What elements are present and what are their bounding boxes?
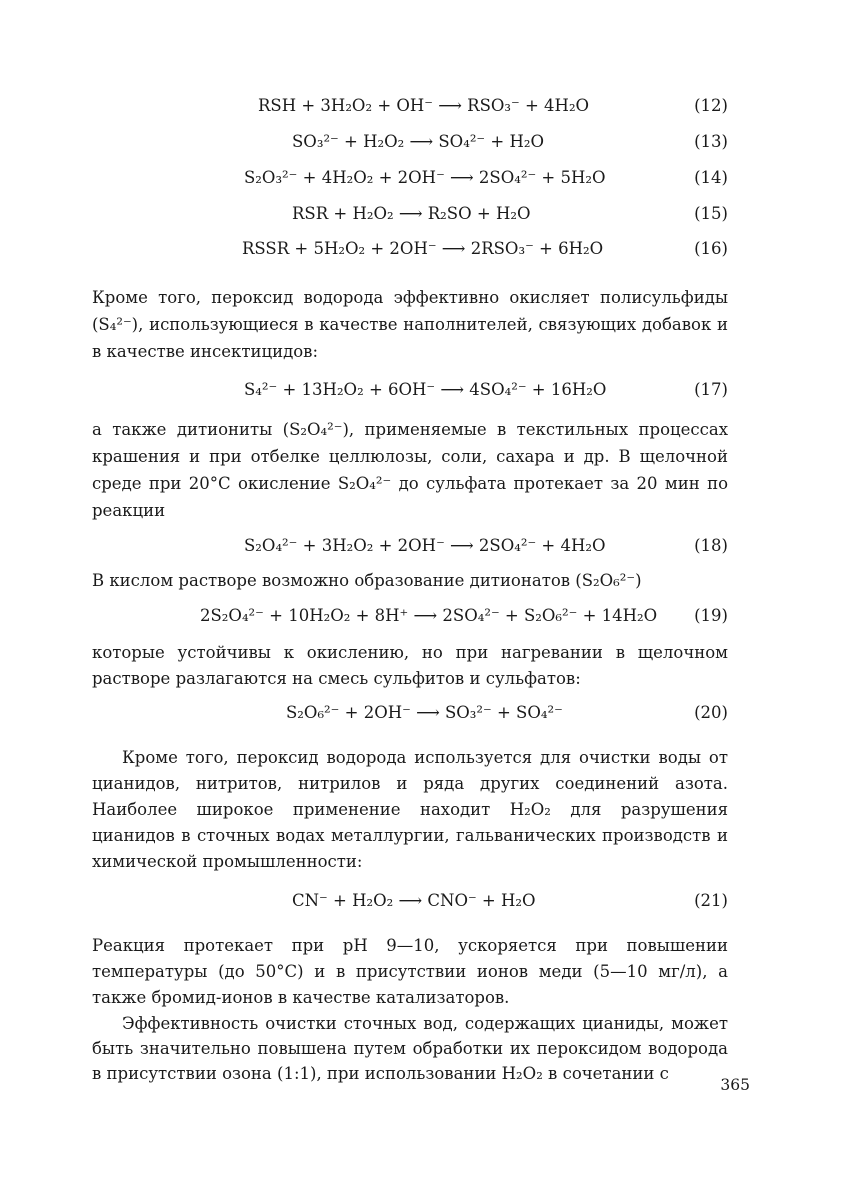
equation-number: (14) xyxy=(694,168,728,187)
paragraph-cyanides: Кроме того, пероксид водорода используется для очистки воды от цианидов, нитритов, нитрилов и ряда других соединений азота. Наиболее широкое применение находит H₂O₂ для разрушения цианидов в сточных водах металлургии, гальванических производств и химической промышленности: xyxy=(92,748,728,871)
equation-formula: S₂O₄²⁻ + 3H₂O₂ + 2OH⁻ ⟶ 2SO₄²⁻ + 4H₂O xyxy=(244,536,606,555)
equation-number: (20) xyxy=(694,703,728,722)
equation-formula: S₂O₆²⁻ + 2OH⁻ ⟶ SO₃²⁻ + SO₄²⁻ xyxy=(286,703,563,722)
paragraph-stability: которые устойчивы к окислению, но при нагревании в щелочном растворе разлагаются на смесь сульфитов и сульфатов: xyxy=(92,643,728,688)
equation-formula: SO₃²⁻ + H₂O₂ ⟶ SO₄²⁻ + H₂O xyxy=(292,132,544,151)
equation-14 xyxy=(92,163,728,193)
equation-formula: S₄²⁻ + 13H₂O₂ + 6OH⁻ ⟶ 4SO₄²⁻ + 16H₂O xyxy=(244,380,607,399)
equation-13 xyxy=(92,127,728,157)
equation-18 xyxy=(92,531,728,561)
paragraph-dithionites: а также дитиониты (S₂O₄²⁻), применяемые в текстильных процессах крашения и при отбелке целлюлозы, соли, сахара и др. В щелочной среде при 20°C окисление S₂O₄²⁻ до сульфата протекает за 20 мин по реакции xyxy=(92,420,728,520)
equation-number: (18) xyxy=(694,536,728,555)
equation-number: (19) xyxy=(694,606,728,625)
equation-16 xyxy=(92,234,728,264)
paragraph-acid-solution: В кислом растворе возможно образование дитионатов (S₂O₆²⁻) xyxy=(92,571,642,590)
equation-number: (17) xyxy=(694,380,728,399)
paragraph-polysulfides: Кроме того, пероксид водорода эффективно окисляет полисульфиды (S₄²⁻), использующиеся в качестве наполнителей, связующих добавок и в качестве инсектицидов: xyxy=(92,288,728,361)
equation-15 xyxy=(92,199,728,229)
equation-12 xyxy=(92,91,728,121)
page-number: 365 xyxy=(720,1076,750,1094)
equation-number: (21) xyxy=(694,891,728,910)
equation-number: (15) xyxy=(694,204,728,223)
paragraph-efficiency: Эффективность очистки сточных вод, содержащих цианиды, может быть значительно повышена путем обработки их пероксидом водорода в присутствии озона (1:1), при использовании H₂O₂ в сочетании с xyxy=(92,1014,728,1083)
equation-21 xyxy=(92,886,728,916)
equation-number: (16) xyxy=(694,239,728,258)
paragraph-reaction-conditions: Реакция протекает при pH 9—10, ускоряется при повышении температуры (до 50°C) и в присутствии ионов меди (5—10 мг/л), а также бромид-ионов в качестве катализаторов. xyxy=(92,936,728,1007)
equation-20 xyxy=(92,698,728,728)
equation-17 xyxy=(92,375,728,405)
equation-number: (13) xyxy=(694,132,728,151)
equation-formula: CN⁻ + H₂O₂ ⟶ CNO⁻ + H₂O xyxy=(292,891,536,910)
equation-19 xyxy=(92,601,728,631)
equation-formula: 2S₂O₄²⁻ + 10H₂O₂ + 8H⁺ ⟶ 2SO₄²⁻ + S₂O₆²⁻ + 14H₂O xyxy=(200,606,658,625)
equation-formula: RSSR + 5H₂O₂ + 2OH⁻ ⟶ 2RSO₃⁻ + 6H₂O xyxy=(242,239,604,258)
equation-formula: RSH + 3H₂O₂ + OH⁻ ⟶ RSO₃⁻ + 4H₂O xyxy=(258,96,590,115)
equation-number: (12) xyxy=(694,96,728,115)
equation-formula: S₂O₃²⁻ + 4H₂O₂ + 2OH⁻ ⟶ 2SO₄²⁻ + 5H₂O xyxy=(244,168,606,187)
equation-formula: RSR + H₂O₂ ⟶ R₂SO + H₂O xyxy=(292,204,531,223)
